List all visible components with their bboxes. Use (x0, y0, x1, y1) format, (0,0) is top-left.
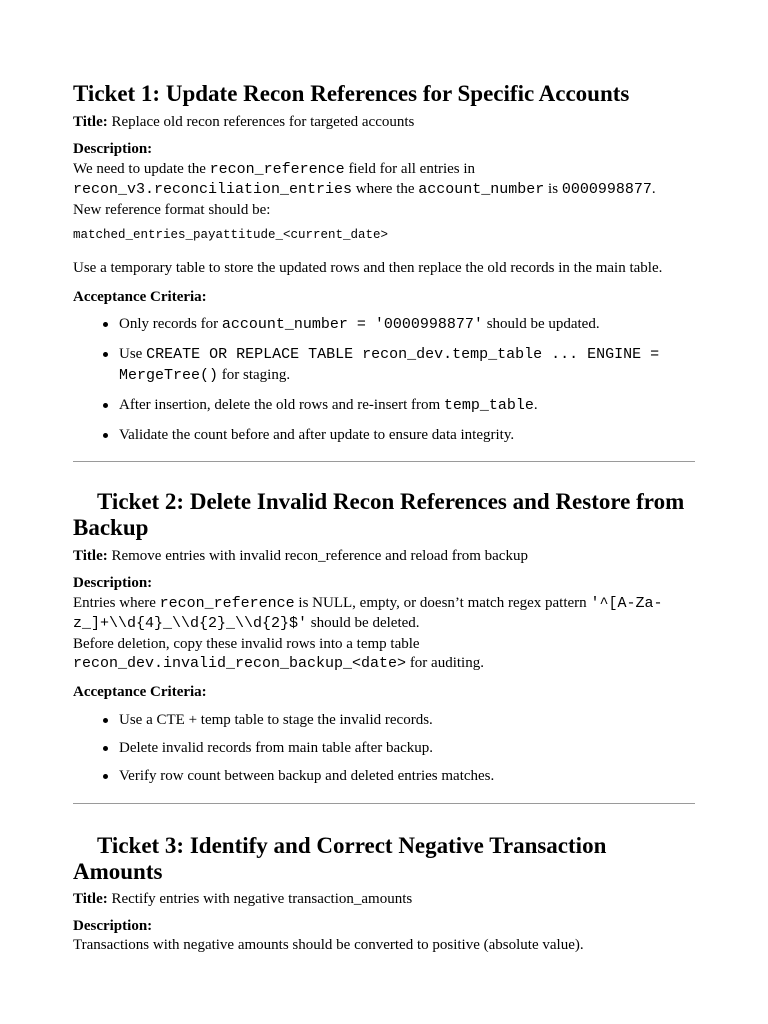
inline-code: account_number = '0000998877' (221, 316, 483, 333)
inline-code: recon_v3.reconciliation_entries (73, 181, 353, 198)
heading-line: Ticket 3: Identify and Correct Negative Transaction (97, 833, 607, 858)
ticket-1-description-label: Description: (73, 141, 153, 157)
desc-text: We need to update the (73, 161, 210, 177)
list-item: Use a CTE + temp table to stage the invalid records. (73, 710, 695, 730)
ticket-3-heading (73, 833, 695, 885)
ticket-2-description-line-3: Before deletion, copy these invalid rows into a temp table (73, 636, 420, 652)
list-item: Verify row count between backup and deleted entries matches. (73, 766, 695, 786)
list-item (73, 395, 695, 416)
section-divider (73, 803, 695, 804)
ticket-3-description-line-1: Transactions with negative amounts should be converted to positive (absolute value). (73, 937, 584, 953)
item-text: After insertion, delete the old rows and re-insert from (119, 397, 444, 413)
list-item (73, 344, 695, 386)
ticket-2-description-label: Description: (73, 575, 153, 591)
desc-text: for auditing. (406, 655, 484, 671)
inline-code: recon_reference (209, 161, 345, 178)
ticket-2-acceptance-label: Acceptance Criteria: (73, 684, 207, 700)
list-item: Delete invalid records from main table after backup. (73, 738, 695, 758)
ticket-1-temp-table-note: Use a temporary table to store the updated rows and then replace the old records in the main table. (73, 260, 663, 276)
ticket-2-description-line-4 (73, 653, 695, 674)
ticket-1-title-text: Replace old recon references for targeted accounts (107, 114, 415, 130)
inline-code: recon_dev.invalid_recon_backup_<date> (73, 655, 407, 672)
title-label: Title: (73, 548, 108, 564)
ticket-2-acceptance-list (73, 710, 695, 786)
ticket-2-description-line-1 (73, 593, 695, 614)
item-text: Only records for (119, 316, 222, 332)
ticket-2-description-line-2 (73, 613, 695, 634)
title-label: Title: (73, 114, 108, 130)
heading-line: Amounts (73, 859, 163, 884)
ticket-3-title-line (73, 889, 695, 909)
ticket-1-format-code-block: matched_entries_payattitude_<current_date> (73, 228, 389, 242)
ticket-2-title-text: Remove entries with invalid recon_reference and reload from backup (107, 548, 528, 564)
heading-line: Ticket 2: Delete Invalid Recon References and Restore from (97, 489, 685, 514)
inline-code: z_]+\\d{4}_\\d{2}_\\d{2}$' (73, 615, 308, 632)
ticket-1-heading: Ticket 1: Update Recon References for Specific Accounts (73, 81, 630, 106)
item-text: Use (119, 346, 147, 362)
item-text: should be updated. (482, 316, 600, 332)
desc-text: where the (352, 181, 419, 197)
desc-text: should be deleted. (307, 615, 420, 631)
ticket-1-title-line (73, 112, 695, 132)
ticket-2-title-line (73, 546, 695, 566)
list-item (73, 314, 695, 335)
desc-text: field for all entries in (344, 161, 476, 177)
ticket-3-title-text: Rectify entries with negative transaction_amounts (107, 891, 413, 907)
desc-text: Entries where (73, 595, 160, 611)
inline-code: recon_reference (159, 595, 295, 612)
inline-code: account_number (418, 181, 545, 198)
ticket-2-heading (73, 489, 695, 541)
inline-code: '^[A-Za- (590, 595, 663, 612)
ticket-1-description-line-1 (73, 159, 695, 180)
ticket-1-description-line-3: New reference format should be: (73, 202, 271, 218)
ticket-1-description-line-2 (73, 179, 695, 200)
ticket-1-acceptance-list (73, 314, 695, 445)
inline-code: CREATE OR REPLACE TABLE recon_dev.temp_table ... ENGINE = (146, 346, 660, 363)
section-divider (73, 461, 695, 462)
ticket-1-acceptance-label: Acceptance Criteria: (73, 289, 207, 305)
inline-code: MergeTree() (119, 367, 219, 384)
inline-code: temp_table (443, 397, 534, 414)
inline-code: 0000998877 (561, 181, 652, 198)
ticket-3-description-label: Description: (73, 918, 153, 934)
heading-line: Backup (73, 515, 149, 540)
desc-text: is NULL, empty, or doesn’t match regex pattern (294, 595, 591, 611)
list-item: Validate the count before and after update to ensure data integrity. (73, 425, 695, 445)
item-text: . (533, 397, 538, 413)
desc-text: is (544, 181, 562, 197)
item-text: for staging. (218, 367, 291, 383)
title-label: Title: (73, 891, 108, 907)
desc-text: . (651, 181, 656, 197)
